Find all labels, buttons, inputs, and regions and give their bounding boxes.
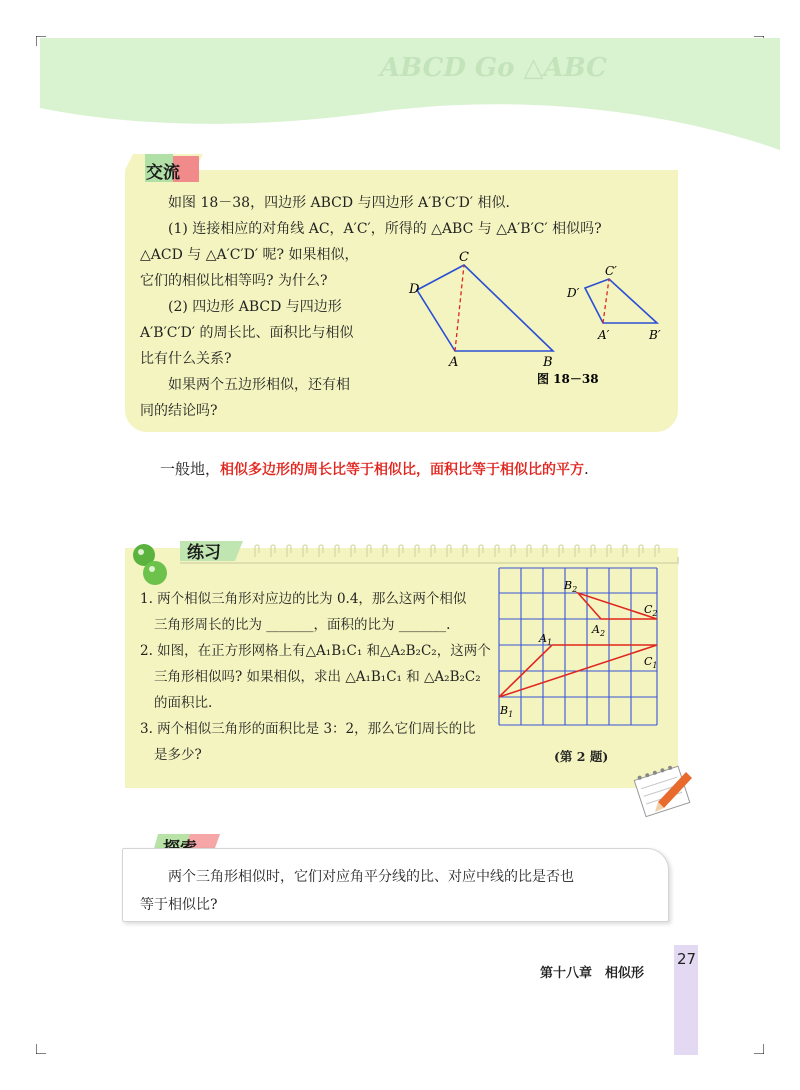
chapter-footer: 第十八章 相似形 (540, 966, 645, 981)
explore-line1: 两个三角形相似时，它们对应角平分线的比、对应中线的比是否也 (168, 869, 574, 885)
label-C1: $C_1$ (644, 655, 658, 670)
quad-a1b1c1d1 (585, 279, 657, 323)
statement-prefix: 一般地， (160, 460, 221, 478)
notepad-pencil-icon (628, 758, 698, 820)
label-B-prime: B′ (649, 328, 661, 342)
quadrilateral-figure (395, 245, 680, 395)
exchange-para1: 如图 18－38，四边形 ABCD 与四边形 A′B′C′D′ 相似． (168, 195, 520, 211)
exchange-para3-line3: 比有什么关系? (140, 351, 232, 367)
exchange-para2-line2: △ACD 与 △A′C′D′ 呢? 如果相似， (140, 247, 359, 263)
quad-abcd (417, 265, 553, 351)
grid-caption: (第 2 题) (554, 749, 609, 764)
label-B2: $B_2$ (564, 579, 578, 594)
practice-text (140, 586, 495, 768)
exchange-para4: 如果两个五边形相似，还有相 (168, 377, 350, 393)
label-B1: $B_1$ (500, 704, 514, 719)
question-1-line2: 三角形周长的比为 _______，面积的比为 _______. (154, 617, 451, 633)
question-2: 2. 如图，在正方形网格上有△A₁B₁C₁ 和△A₂B₂C₂，这两个 (140, 643, 491, 659)
label-A2: $A_2$ (592, 623, 606, 638)
question-3-line2: 是多少? (154, 747, 202, 763)
label-C2: $C_2$ (644, 603, 658, 618)
statement-suffix: . (584, 460, 589, 478)
diagonal-a1c1 (603, 279, 609, 323)
label-A: A (449, 355, 459, 370)
practice-tag: 练习 (187, 543, 221, 563)
exchange-para2-line3: 它们的相似比相等吗? 为什么? (140, 273, 328, 289)
question-2-line2: 三角形相似吗? 如果相似，求出 △A₁B₁C₁ 和 △A₂B₂C₂ (154, 669, 481, 685)
label-C: C (459, 250, 469, 265)
question-1: 1. 两个相似三角形对应边的比为 0.4，那么这两个相似 (140, 591, 467, 607)
triangle-grid-figure (494, 565, 666, 733)
header-banner (40, 38, 780, 150)
label-C-prime: C′ (605, 264, 617, 278)
exchange-para2: (1) 连接相应的对角线 AC，A′C′，所得的 △ABC 与 △A′B′C′ 相似吗? (168, 221, 602, 237)
question-2-line3: 的面积比. (154, 695, 213, 711)
figure-caption: 图 18－38 (537, 372, 599, 386)
banner-watermark: ABCD Go △ABC (380, 53, 607, 83)
green-balls-icon (128, 540, 176, 588)
exchange-para3: (2) 四边形 ABCD 与四边形 (168, 299, 342, 315)
crop-mark (754, 1044, 764, 1054)
page-number: 27 (677, 950, 697, 968)
label-A1: $A_1$ (539, 632, 553, 647)
label-A-prime: A′ (598, 328, 610, 342)
label-D-prime: D′ (567, 286, 580, 300)
statement-highlight: 相似多边形的周长比等于相似比，面积比等于相似比的平方 (220, 462, 585, 478)
question-3: 3. 两个相似三角形的面积比是 3：2，那么它们周长的比 (140, 721, 476, 737)
crop-mark (36, 1044, 46, 1054)
theorem-statement (160, 458, 589, 479)
exchange-para3-line2: A′B′C′D′ 的周长比、面积比与相似 (140, 325, 354, 341)
exchange-tag: 交流 (146, 163, 180, 183)
explore-text (140, 863, 660, 919)
label-D: D (409, 282, 420, 297)
explore-line2: 等于相似比? (140, 897, 218, 913)
label-B: B (543, 355, 553, 370)
diagonal-ac (455, 265, 464, 351)
exchange-para4-line2: 同的结论吗? (140, 403, 218, 419)
